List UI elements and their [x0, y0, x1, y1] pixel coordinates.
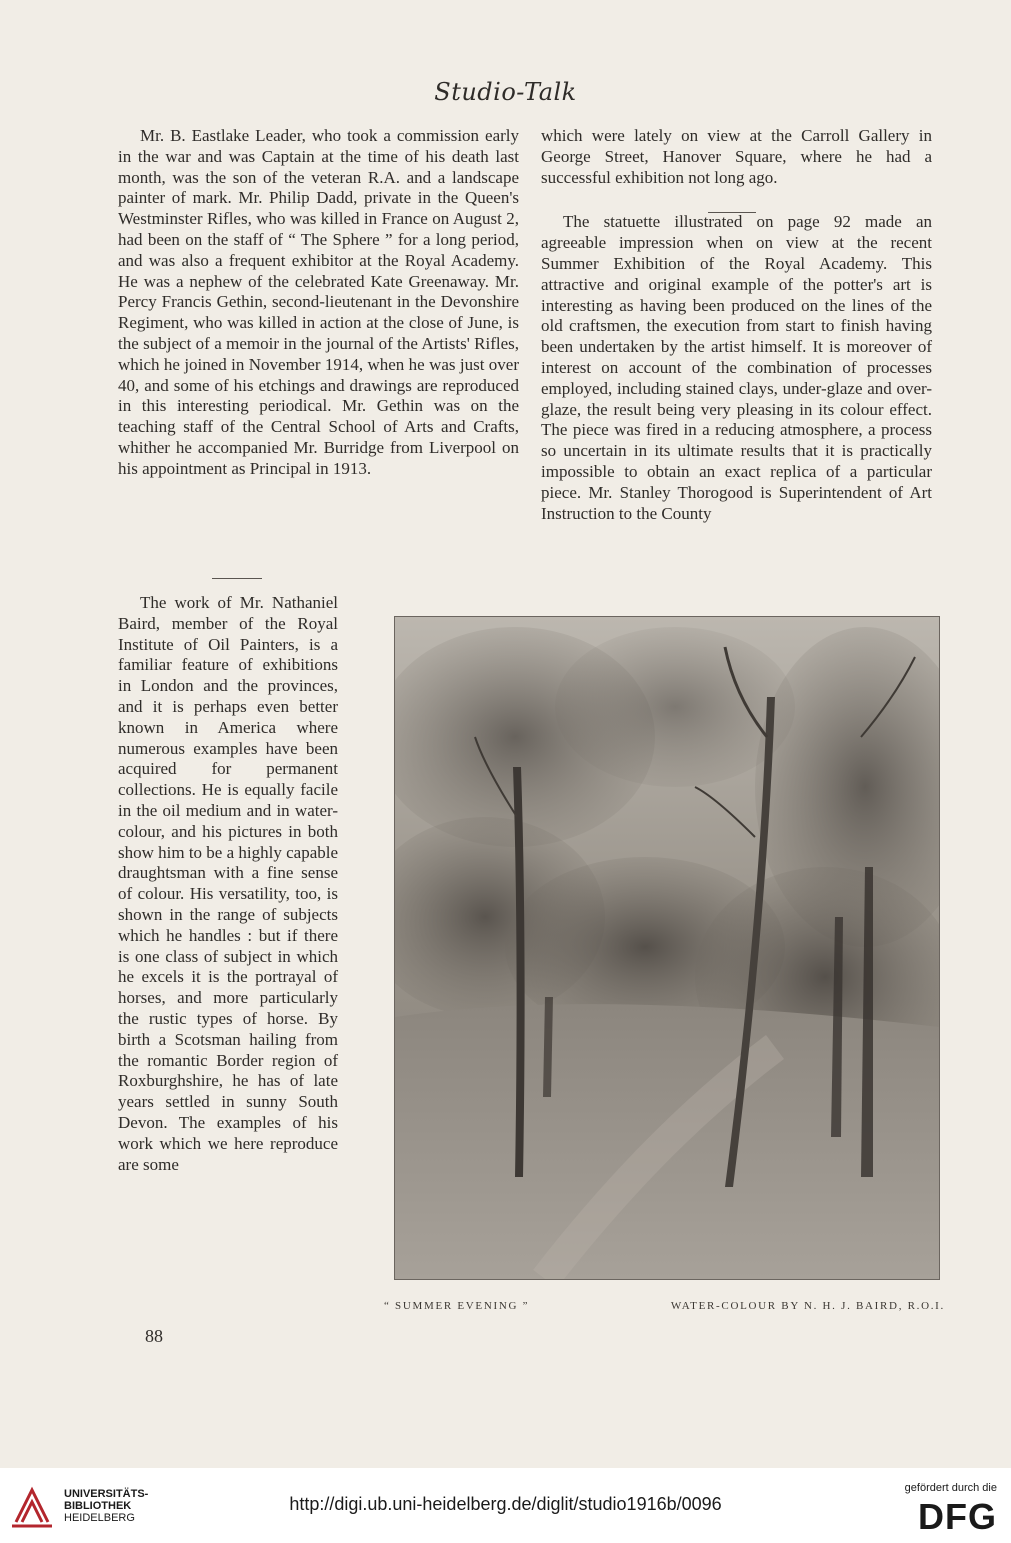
page-number: 88: [145, 1326, 163, 1346]
section-rule: [212, 578, 262, 579]
watercolour-reproduction: [395, 617, 939, 1279]
digitization-footer: [0, 1468, 1011, 1543]
paragraph-obituaries: Mr. B. Eastlake Leader, who took a commission early in the war and was Captain at the time of his death last month, was the son of the veteran R.A. and a landscape painter of mark. Mr. Philip Dadd, private in the Queen's Westminster Rifles, who was killed in France on August 2, had been on the staff of “ The Sphere ” for a long period, and was also a frequent exhibitor at the Royal Academy. He was a nephew of the celebrated Kate Greenaway. Mr. Percy Francis Gethin, second-lieutenant in the Devonshire Regiment, who was killed in action at the close of June, is the subject of a memoir in the journal of the Artists' Rifles, which he joined in November 1914, when he was just over 40, and some of his etchings and drawings are reproduced in this interesting periodical. Mr. Gethin was on the teaching staff of the Central School of Arts and Crafts, whither he accompanied Mr. Burridge from Liverpool on his appointment as Principal in 1913.: [118, 126, 519, 478]
paragraph-statuette: The statuette illustrated on page 92 made an agreeable impression when on view at the recent Summer Exhibition of the Royal Academy. This attractive and original example of the potter's art is interesting as having been produced on the lines of the old craftsmen, the execution from start to finish having been undertaken by the artist himself. It is moreover of interest on account of the combination of processes employed, including stained clays, under-glaze and over-glaze, the result being very pleasing in its colour effect. The piece was fired in a reducing atmosphere, a process so uncertain in its ultimate results that it is practically impossible to obtain an exact replica of a particular piece. Mr. Stanley Thorogood is Superintendent of Art Instruction to the County: [541, 212, 932, 523]
library-line-3: HEIDELBERG: [64, 1512, 135, 1524]
section-rule: [708, 212, 756, 213]
column-left: [118, 126, 519, 480]
dfg-logo: DFG: [918, 1496, 997, 1537]
funding-label: gefördert durch die: [904, 1482, 997, 1494]
plate-credit: WATER-COLOUR BY N. H. J. BAIRD, R.O.I.: [670, 1300, 945, 1312]
library-line-1: UNIVERSITÄTS-: [64, 1488, 149, 1500]
column-narrow: [118, 593, 338, 1175]
paragraph-baird: The work of Mr. Nathaniel Baird, member of the Royal Institute of Oil Painters, is a familiar feature of exhibitions in London and the provinces, and it is perhaps even better known in America where numerous examples have been acquired for permanent collections. He is equally facile in the oil medium and in water-colour, and his pictures in both show him to be a highly capable draughtsman with a fine sense of colour. His versatility, too, is shown in the range of subjects which he handles : but if there is one class of subject in which he excels it is the portrayal of horses, and more particularly the rustic types of horse. By birth a Scotsman hailing from the romantic Border region of Roxburghshire, he has of late years settled in sunny South Devon. The examples of his work which we here reproduce are some: [118, 593, 339, 1174]
plate-title: “ SUMMER EVENING ”: [384, 1300, 530, 1312]
permalink[interactable]: http://digi.ub.uni-heidelberg.de/diglit/studio1916b/0096: [289, 1494, 722, 1514]
summer-evening-illustration: [394, 616, 940, 1280]
library-line-2: BIBLIOTHEK: [64, 1500, 132, 1512]
column-right: [541, 126, 932, 524]
paragraph-carroll-gallery: which were lately on view at the Carroll Gallery in George Street, Hanover Square, where he had a successful exhibition not long ago.: [541, 126, 932, 187]
running-head: Studio-Talk: [434, 78, 577, 106]
